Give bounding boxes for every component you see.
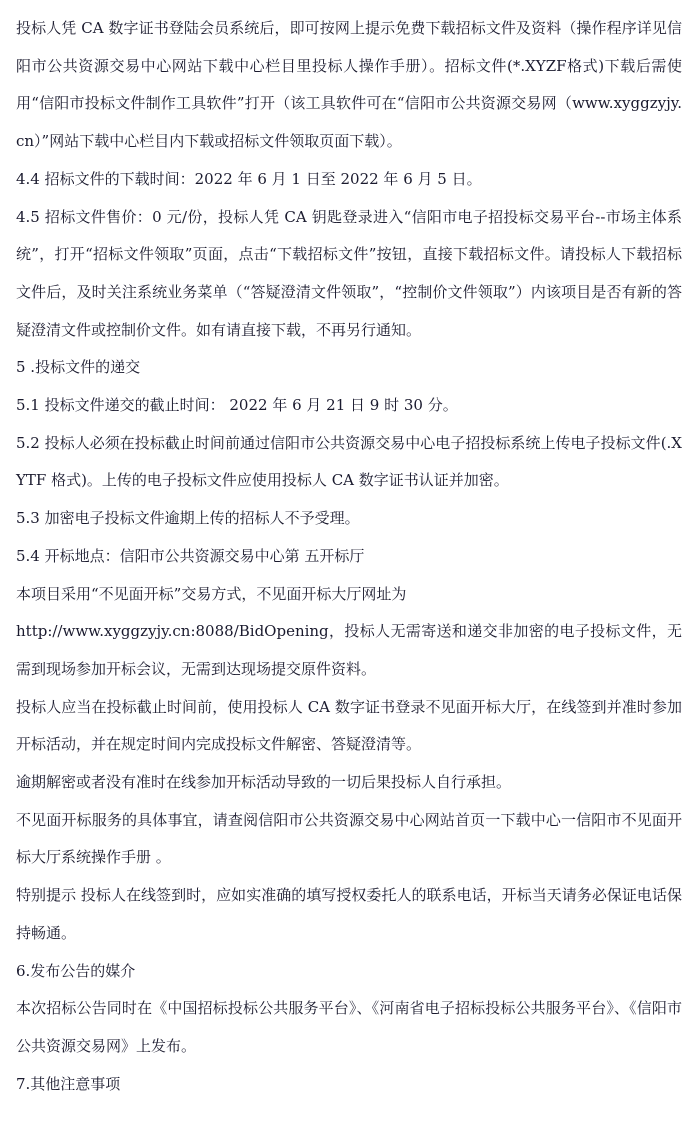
- paragraph-opening-url: http://www.xyggzyjy.cn:8088/BidOpening，投标人无需寄送和递交非加密的电子投标文件，无需到现场参加开标会议，无需到达现场提交原件资料。: [16, 622, 682, 678]
- paragraph-5-3-late: 5.3 加密电子投标文件逾期上传的招标人不予受理。: [16, 509, 360, 528]
- paragraph-4-5-price: 4.5 招标文件售价：0 元/份，投标人凭 CA 钥匙登录进入“信阳市电子招投标交易平台--市场主体系统”，打开“招标文件领取”页面，点击“下载招标文件”按钮，直接下载招标文件。请投标人下载招标文件后，及时关注系统业务菜单（“答疑澄清文件领取”，“控制价文件领取”）内该项目是否有新的答疑澄清文件或控制价文件。如有请直接下载，不再另行通知。: [16, 207, 682, 339]
- paragraph-5-2-upload: 5.2 投标人必须在投标截止时间前通过信阳市公共资源交易中心电子招投标系统上传电子投标文件(.XYTF 格式)。上传的电子投标文件应使用投标人 CA 数字证书认证并加密。: [16, 433, 682, 490]
- paragraph-5-4-location: 5.4 开标地点：信阳市公共资源交易中心第 五开标厅: [16, 546, 365, 565]
- section-heading-6: 6.发布公告的媒介: [16, 961, 136, 980]
- paragraph-overdue: 逾期解密或者没有准时在线参加开标活动导致的一切后果投标人自行承担。: [16, 773, 512, 792]
- paragraph-5-1-deadline: 5.1 投标文件递交的截止时间： 2022 年 6 月 21 日 9 时 30 分。: [16, 396, 458, 415]
- paragraph-special-notice: 特别提示 投标人在线签到时，应如实准确的填写授权委托人的联系电话，开标当天请务必保证电话保持畅通。: [16, 886, 682, 942]
- paragraph-sign-in: 投标人应当在投标截止时间前，使用投标人 CA 数字证书登录不见面开标大厅，在线签到并准时参加开标活动，并在规定时间内完成投标文件解密、答疑澄清等。: [16, 697, 682, 754]
- paragraph-media: 本次招标公告同时在《中国招标投标公共服务平台》、《河南省电子招标投标公共服务平台》、《信阳市公共资源交易网》上发布。: [16, 999, 682, 1055]
- section-heading-5: 5 .投标文件的递交: [16, 358, 141, 377]
- paragraph-manual: 不见面开标服务的具体事宜，请查阅信阳市公共资源交易中心网站首页一下载中心一信阳市不见面开标大厅系统操作手册 。: [16, 810, 682, 867]
- section-heading-7: 7.其他注意事项: [16, 1074, 121, 1093]
- paragraph-remote-opening: 本项目采用“不见面开标”交易方式，不见面开标大厅网址为: [16, 584, 407, 603]
- paragraph-ca-download: 投标人凭 CA 数字证书登陆会员系统后，即可按网上提示免费下载招标文件及资料（操作程序详见信阳市公共资源交易中心网站下载中心栏目里投标人操作手册）。招标文件(*.XYZF格式)下载后需使用“信阳市投标文件制作工具软件”打开（该工具软件可在“信阳市公共资源交易网（www.xyggzyjy.cn）”网站下载中心栏目内下载或招标文件领取页面下载）。: [16, 19, 682, 151]
- paragraph-4-4-download-time: 4.4 招标文件的下载时间：2022 年 6 月 1 日至 2022 年 6 月 5 日。: [16, 169, 482, 188]
